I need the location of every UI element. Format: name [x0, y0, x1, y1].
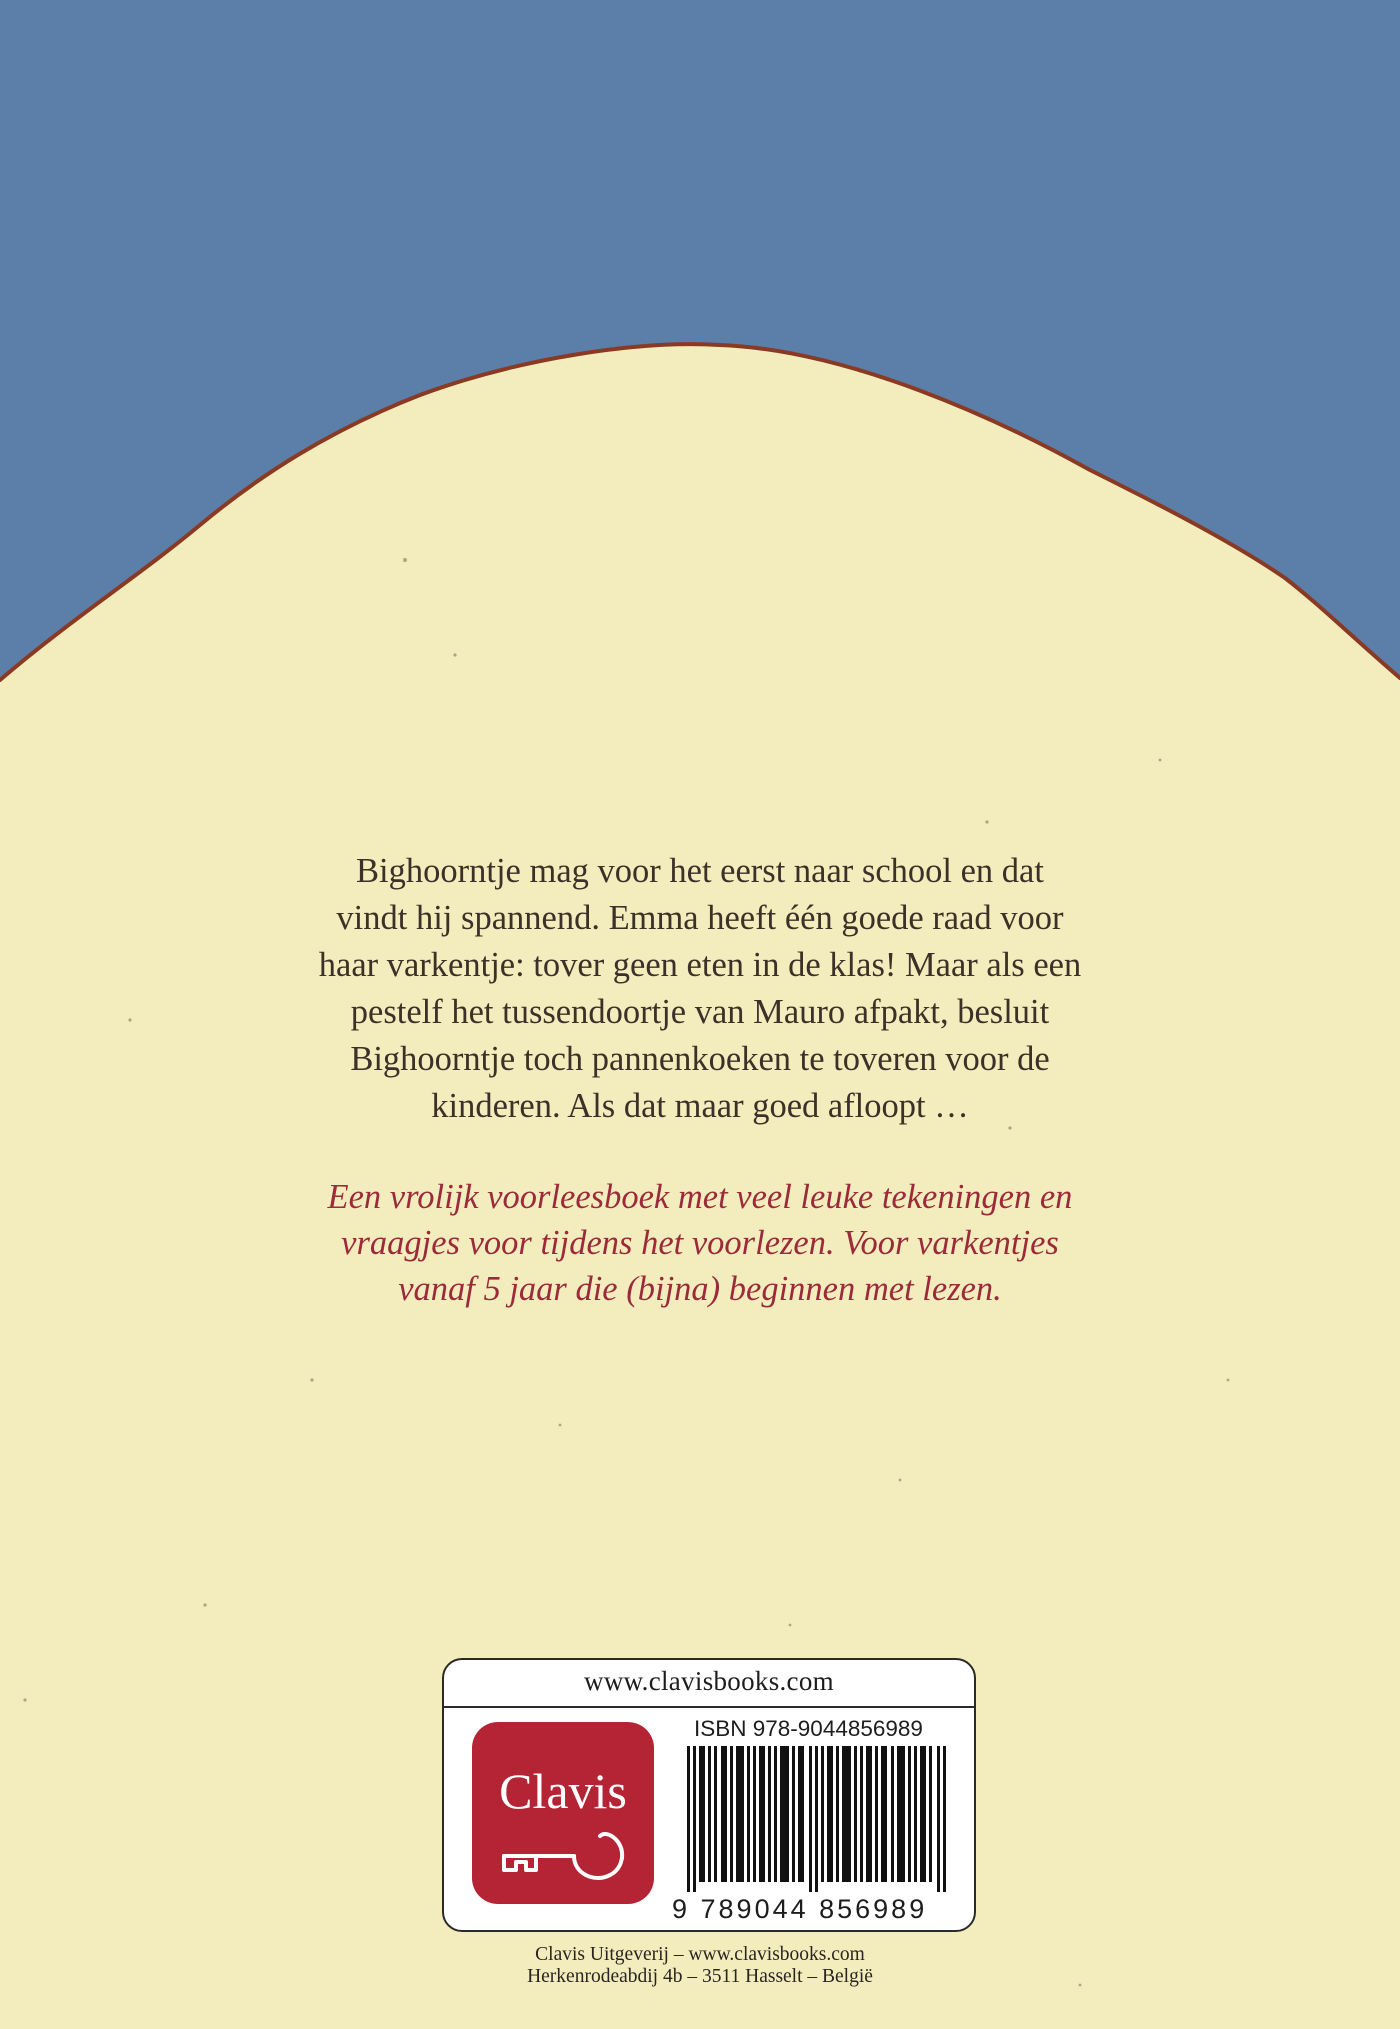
description-line: kinderen. Als dat maar goed afloopt … [431, 1087, 969, 1125]
isbn-label: ISBN 978-9044856989 [694, 1716, 923, 1741]
card-divider [444, 1706, 974, 1708]
barcode-image [687, 1746, 949, 1892]
website-url[interactable]: www.clavisbooks.com [584, 1666, 834, 1696]
publisher-line: Clavis Uitgeverij – www.clavisbooks.com [535, 1944, 865, 1965]
book-tagline [260, 1174, 1140, 1312]
logo-wordmark: Clavis [499, 1763, 627, 1819]
description-line: Bighoorntje mag voor het eerst naar school en dat [356, 852, 1044, 890]
description-line: Bighoorntje toch pannenkoeken te toveren voor de [350, 1040, 1050, 1078]
barcode-bars [687, 1746, 946, 1892]
barcode-card [442, 1658, 976, 1932]
description-line: haar varkentje: tover geen eten in de klas! Maar als een [318, 946, 1082, 984]
description-line: pestelf het tussendoortje van Mauro afpakt, besluit [350, 993, 1050, 1031]
tagline-line: vanaf 5 jaar die (bijna) beginnen met lezen. [398, 1270, 1002, 1308]
description-line: vindt hij spannend. Emma heeft één goede raad voor [336, 899, 1064, 937]
book-description [270, 848, 1130, 1130]
publisher-info [300, 1944, 1100, 1988]
publisher-address: Herkenrodeabdij 4b – 3511 Hasselt – België [527, 1966, 873, 1987]
tagline-line: Een vrolijk voorleesboek met veel leuke tekeningen en [327, 1178, 1073, 1216]
key-icon [500, 1826, 630, 1886]
tagline-line: vraagjes voor tijdens het voorlezen. Voor varkentjes [341, 1224, 1059, 1262]
clavis-logo [472, 1722, 654, 1904]
barcode-number: 9 789044 856989 [672, 1894, 928, 1924]
